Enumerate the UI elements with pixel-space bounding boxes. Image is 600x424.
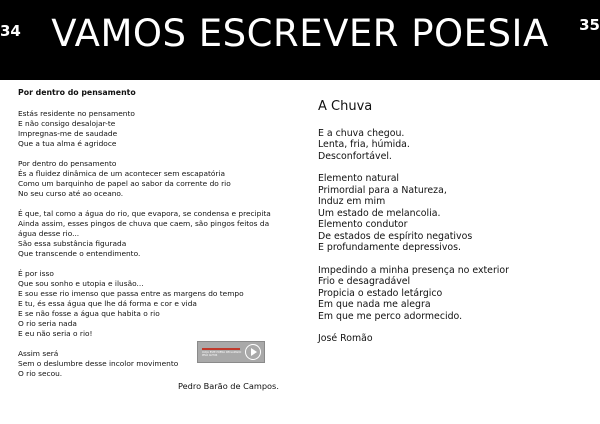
play-icon[interactable] bbox=[245, 344, 261, 360]
poem-line: O rio seria nada bbox=[18, 319, 77, 328]
poem-line: Estás residente no pensamento bbox=[18, 109, 135, 118]
poem-line: Lenta, fria, húmida. bbox=[318, 139, 410, 150]
poem-line: Impregnas-me de saudade bbox=[18, 129, 118, 138]
poem-line: Como um barquinho de papel ao sabor da corrente do rio bbox=[18, 179, 231, 188]
stanza bbox=[18, 159, 288, 199]
poem-line: É que, tal como a água do rio, que evapora, se condensa e precipita bbox=[18, 209, 271, 218]
poem-line: Elemento natural bbox=[318, 173, 400, 184]
poem-line: Primordial para a Natureza, bbox=[318, 184, 447, 196]
poem-line: Que transcende o entendimento. bbox=[18, 249, 141, 258]
stanza bbox=[18, 269, 288, 339]
poem-line: Sem o deslumbre desse incolor movimento bbox=[18, 359, 179, 368]
poem-line: Ainda assim, esses pingos de chuva que caem, são pingos feitos da água desse rio... bbox=[18, 219, 270, 238]
page-title: VAMOS ESCREVER POESIA bbox=[51, 12, 549, 55]
player-caption: OUÇA ESTE POEMA DECLAMADO PELO AUTOR bbox=[202, 351, 242, 357]
poem-line: E tu, és essa água que lhe dá forma e cor e vida bbox=[18, 299, 197, 308]
poem-left-stanzas bbox=[18, 109, 288, 379]
poem-line: E profundamente depressivos. bbox=[318, 242, 461, 253]
poem-line: Frio e desagradável bbox=[318, 276, 411, 287]
poem-line: E não consigo desalojar-te bbox=[18, 119, 116, 128]
poem-line: Desconfortável. bbox=[318, 150, 392, 162]
poem-author-left: Pedro Barão de Campos. bbox=[178, 381, 279, 391]
poem-line: De estados de espírito negativos bbox=[318, 230, 473, 242]
stanza bbox=[318, 128, 588, 163]
poem-right-stanzas bbox=[318, 128, 588, 323]
poem-line: E eu não seria o rio! bbox=[18, 329, 93, 338]
poem-line: Em que me perco adormecido. bbox=[318, 310, 463, 322]
poem-author-right: José Romão bbox=[318, 333, 373, 344]
page-header bbox=[0, 0, 600, 80]
poem-line: Assim será bbox=[18, 349, 59, 358]
poem-line: Propicia o estado letárgico bbox=[318, 287, 443, 299]
poem-line: E sou esse rio imenso que passa entre as margens do tempo bbox=[18, 289, 244, 298]
poem-line: Elemento condutor bbox=[318, 219, 408, 230]
stanza bbox=[318, 173, 588, 254]
stanza bbox=[18, 209, 288, 259]
poem-line: Um estado de melancolia. bbox=[318, 207, 441, 219]
player-accent-line bbox=[202, 348, 240, 350]
page-number-left: 34 bbox=[0, 22, 21, 40]
poem-right bbox=[318, 101, 588, 345]
stanza bbox=[18, 109, 288, 149]
poem-line: És a fluidez dinâmica de um acontecer sem escapatória bbox=[18, 169, 226, 178]
poem-line: E se não fosse a água que habita o rio bbox=[18, 309, 160, 318]
poem-line: É por isso bbox=[18, 269, 54, 278]
poem-line: Por dentro do pensamento bbox=[18, 159, 117, 168]
poem-line: Que a tua alma é agridoce bbox=[18, 139, 117, 148]
poem-line: São essa substância figurada bbox=[18, 239, 127, 248]
poem-title-right: A Chuva bbox=[318, 99, 373, 114]
poem-title-left: Por dentro do pensamento bbox=[18, 88, 136, 97]
stanza bbox=[318, 265, 588, 323]
page-number-right: 35 bbox=[579, 16, 600, 34]
poem-line: O rio secou. bbox=[18, 369, 63, 378]
poem-line: Em que nada me alegra bbox=[318, 299, 431, 310]
poem-line: E a chuva chegou. bbox=[318, 127, 405, 139]
poem-line: Impedindo a minha presença no exterior bbox=[318, 264, 509, 276]
poem-line: Que sou sonho e utopia e ilusão... bbox=[18, 279, 144, 288]
poem-line: Induz em mim bbox=[318, 196, 386, 207]
poem-line: No seu curso até ao oceano. bbox=[18, 189, 124, 198]
audio-player-button[interactable] bbox=[197, 341, 265, 363]
